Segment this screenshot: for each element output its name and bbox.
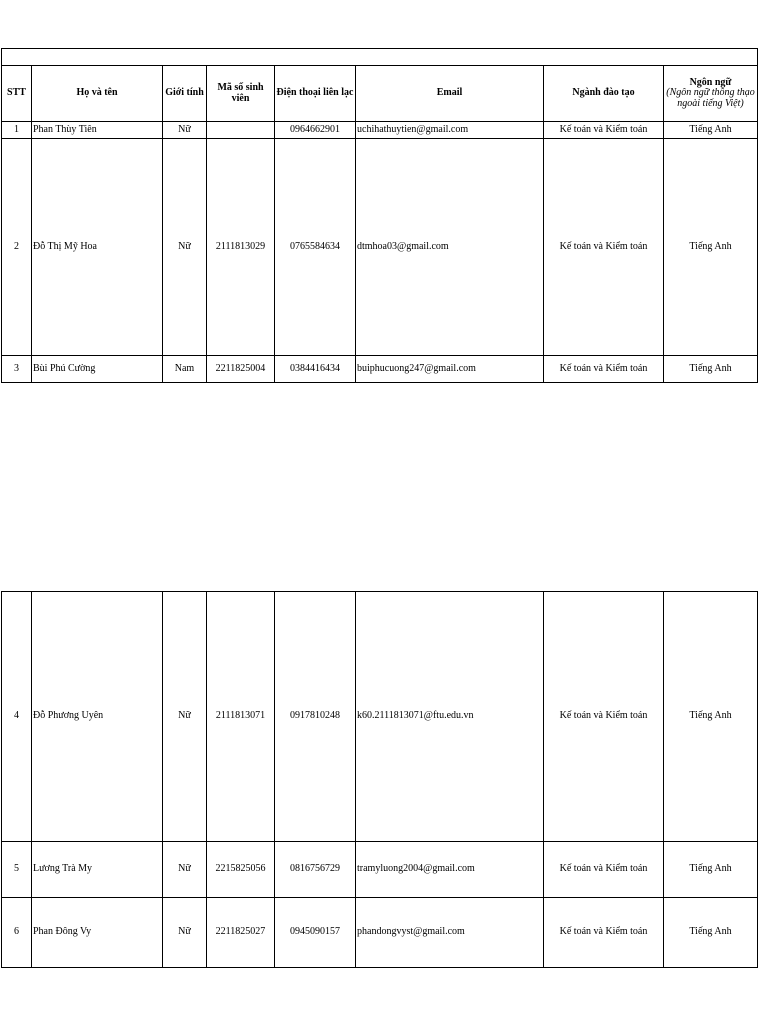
cell-major: Kế toán và Kiểm toán	[544, 139, 664, 356]
cell-phone: 0917810248	[275, 592, 356, 842]
cell-language: Tiếng Anh	[664, 139, 758, 356]
cell-email: phandongvyst@gmail.com	[356, 898, 544, 968]
cell-email: uchihathuytien@gmail.com	[356, 122, 544, 139]
cell-gender: Nữ	[163, 122, 207, 139]
header-stt: STT	[2, 66, 32, 122]
header-name: Họ và tên	[32, 66, 163, 122]
cell-language: Tiếng Anh	[664, 898, 758, 968]
cell-name: Đỗ Thị Mỹ Hoa	[32, 139, 163, 356]
table-row	[2, 842, 758, 898]
header-phone: Điện thoại liên lạc	[275, 66, 356, 122]
cell-name: Phan Đông Vy	[32, 898, 163, 968]
cell-gender: Nữ	[163, 592, 207, 842]
blank-cell	[2, 49, 758, 66]
cell-phone: 0384416434	[275, 356, 356, 383]
cell-student-id: 2211825027	[207, 898, 275, 968]
header-language	[664, 66, 758, 122]
cell-email: k60.2111813071@ftu.edu.vn	[356, 592, 544, 842]
header-student-id: Mã số sinh viên	[207, 66, 275, 122]
header-language-label: Ngôn ngữ	[689, 76, 732, 88]
cell-phone: 0816756729	[275, 842, 356, 898]
cell-name: Đỗ Phương Uyên	[32, 592, 163, 842]
cell-major: Kế toán và Kiểm toán	[544, 842, 664, 898]
header-email: Email	[356, 66, 544, 122]
cell-stt: 1	[2, 122, 32, 139]
cell-major: Kế toán và Kiểm toán	[544, 898, 664, 968]
cell-student-id	[207, 122, 275, 139]
cell-phone: 0964662901	[275, 122, 356, 139]
blank-top-row	[2, 49, 758, 66]
table-row	[2, 356, 758, 383]
cell-language: Tiếng Anh	[664, 842, 758, 898]
header-row	[2, 66, 758, 122]
cell-student-id: 2111813071	[207, 592, 275, 842]
cell-language: Tiếng Anh	[664, 122, 758, 139]
cell-stt: 2	[2, 139, 32, 356]
cell-email: tramyluong2004@gmail.com	[356, 842, 544, 898]
cell-gender: Nữ	[163, 139, 207, 356]
cell-email: dtmhoa03@gmail.com	[356, 139, 544, 356]
header-language-note: (Ngôn ngữ thông thạo ngoài tiếng Việt)	[666, 87, 755, 109]
cell-language: Tiếng Anh	[664, 356, 758, 383]
cell-name: Lương Trà My	[32, 842, 163, 898]
cell-name: Phan Thùy Tiên	[32, 122, 163, 139]
cell-stt: 3	[2, 356, 32, 383]
student-table-page-1	[1, 48, 758, 383]
cell-phone: 0945090157	[275, 898, 356, 968]
table-row	[2, 592, 758, 842]
table-row	[2, 898, 758, 968]
cell-gender: Nữ	[163, 842, 207, 898]
cell-major: Kế toán và Kiểm toán	[544, 592, 664, 842]
cell-student-id: 2215825056	[207, 842, 275, 898]
cell-stt: 5	[2, 842, 32, 898]
cell-gender: Nam	[163, 356, 207, 383]
student-table-page-2	[1, 591, 758, 968]
header-gender: Giới tính	[163, 66, 207, 122]
cell-stt: 6	[2, 898, 32, 968]
cell-gender: Nữ	[163, 898, 207, 968]
cell-email: buiphucuong247@gmail.com	[356, 356, 544, 383]
header-major: Ngành đào tạo	[544, 66, 664, 122]
table-row	[2, 139, 758, 356]
cell-stt: 4	[2, 592, 32, 842]
table-row	[2, 122, 758, 139]
cell-student-id: 2111813029	[207, 139, 275, 356]
cell-name: Bùi Phú Cường	[32, 356, 163, 383]
cell-phone: 0765584634	[275, 139, 356, 356]
cell-student-id: 2211825004	[207, 356, 275, 383]
cell-major: Kế toán và Kiểm toán	[544, 122, 664, 139]
cell-language: Tiếng Anh	[664, 592, 758, 842]
cell-major: Kế toán và Kiểm toán	[544, 356, 664, 383]
